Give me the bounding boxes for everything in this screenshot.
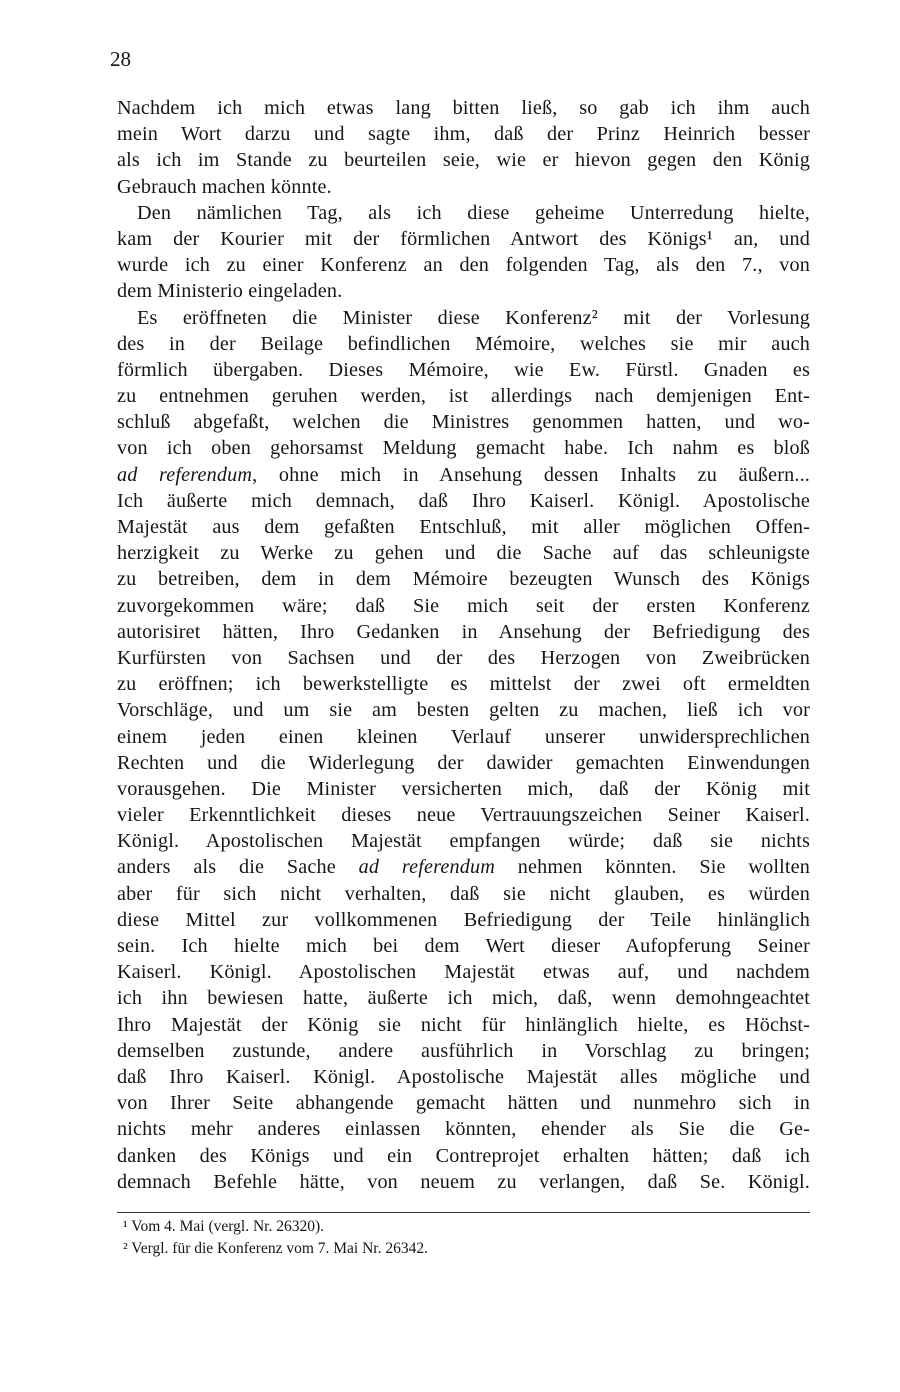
footnote-1: ¹ Vom 4. Mai (vergl. Nr. 26320). bbox=[123, 1218, 324, 1235]
text-line: mein Wort darzu und sagte ihm, daß der Prinz Heinrich besser bbox=[117, 123, 810, 146]
page-number: 28 bbox=[110, 47, 131, 71]
text-line: des in der Beilage befindlichen Mémoire, welches sie mir auch bbox=[117, 332, 810, 355]
text-line: von Ihrer Seite abhangende gemacht hätten und nunmehro sich in bbox=[117, 1092, 810, 1115]
text-line: anders als die Sache ad referendum nehmen könnten. Sie wollten bbox=[117, 856, 810, 879]
body-text bbox=[117, 95, 810, 1195]
text-line: Ihro Majestät der König sie nicht für hinlänglich hielte, es Höchst- bbox=[117, 1013, 810, 1036]
text-line: einem jeden einen kleinen Verlauf unserer unwidersprechlichen bbox=[117, 725, 810, 748]
text-line: herzigkeit zu Werke zu gehen und die Sache auf das schleunigste bbox=[117, 542, 810, 565]
text-line: Ich äußerte mich demnach, daß Ihro Kaiserl. Königl. Apostolische bbox=[117, 489, 810, 512]
text-line: förmlich übergaben. Dieses Mémoire, wie Ew. Fürstl. Gnaden es bbox=[117, 358, 810, 381]
text-line: als ich im Stande zu beurteilen seie, wie er hievon gegen den König bbox=[117, 149, 810, 172]
text-line: diese Mittel zur vollkommenen Befriedigung der Teile hinlänglich bbox=[117, 908, 810, 931]
text-line: daß Ihro Kaiserl. Königl. Apostolische Majestät alles mögliche und bbox=[117, 1065, 810, 1088]
text-line: vorausgehen. Die Minister versicherten mich, daß der König mit bbox=[117, 777, 810, 800]
text-line: Königl. Apostolischen Majestät empfangen würde; daß sie nichts bbox=[117, 830, 810, 853]
footnote-2: ² Vergl. für die Konferenz vom 7. Mai Nr. 26342. bbox=[123, 1240, 428, 1257]
text-line: wurde ich zu einer Konferenz an den folgenden Tag, als den 7., von bbox=[117, 254, 810, 277]
text-line: danken des Königs und ein Contreprojet erhalten hätten; daß ich bbox=[117, 1144, 810, 1167]
footnote-divider bbox=[117, 1212, 810, 1213]
text-line: Vorschläge, und um sie am besten gelten zu machen, ließ ich vor bbox=[117, 699, 810, 722]
text-line: nichts mehr anderes einlassen könnten, ehender als Sie die Ge- bbox=[117, 1118, 810, 1141]
text-line: ad referendum, ohne mich in Ansehung dessen Inhalts zu äußern... bbox=[117, 463, 810, 486]
text-line: zuvorgekommen wäre; daß Sie mich seit der ersten Konferenz bbox=[117, 594, 810, 617]
text-line: Majestät aus dem gefaßten Entschluß, mit aller möglichen Offen- bbox=[117, 516, 810, 538]
text-line: Den nämlichen Tag, als ich diese geheime Unterredung hielte, bbox=[137, 201, 810, 224]
text-line: dem Ministerio eingeladen. bbox=[117, 280, 343, 303]
text-line: Kaiserl. Königl. Apostolischen Majestät etwas auf, und nachdem bbox=[117, 961, 810, 984]
text-line: Kurfürsten von Sachsen und der des Herzogen von Zweibrücken bbox=[117, 646, 810, 669]
text-line: kam der Kourier mit der förmlichen Antwort des Königs¹ an, und bbox=[117, 227, 810, 250]
text-line: von ich oben gehorsamst Meldung gemacht habe. Ich nahm es bloß bbox=[117, 437, 810, 460]
text-line: aber für sich nicht verhalten, daß sie nicht glauben, es würden bbox=[117, 882, 810, 905]
text-line: sein. Ich hielte mich bei dem Wert dieser Aufopferung Seiner bbox=[117, 935, 810, 957]
text-line: demnach Befehle hätte, von neuem zu verlangen, daß Se. Königl. bbox=[117, 1170, 810, 1193]
text-line: Rechten und die Widerlegung der dawider gemachten Einwendungen bbox=[117, 751, 810, 774]
text-line: zu eröffnen; ich bewerkstelligte es mittelst der zwei oft ermeldten bbox=[117, 673, 810, 696]
text-line: ich ihn bewiesen hatte, äußerte ich mich, daß, wenn demohngeachtet bbox=[117, 987, 810, 1010]
text-line: autorisiret hätten, Ihro Gedanken in Ansehung der Befriedigung des bbox=[117, 620, 810, 643]
text-line: zu betreiben, dem in dem Mémoire bezeugten Wunsch des Königs bbox=[117, 568, 810, 591]
text-line: schluß abgefaßt, welchen die Ministres genommen hatten, und wo- bbox=[117, 411, 810, 434]
text-line: Nachdem ich mich etwas lang bitten ließ, so gab ich ihm auch bbox=[117, 97, 810, 119]
text-line: vieler Erkenntlichkeit dieses neue Vertrauungszeichen Seiner Kaiserl. bbox=[117, 804, 810, 827]
text-line: Es eröffneten die Minister diese Konferenz² mit der Vorlesung bbox=[137, 306, 810, 329]
footnotes bbox=[123, 1216, 803, 1260]
text-line: demselben zustunde, andere ausführlich in Vorschlag zu bringen; bbox=[117, 1039, 810, 1062]
text-line: Gebrauch machen könnte. bbox=[117, 175, 332, 198]
text-line: zu entnehmen geruhen werden, ist allerdings nach demjenigen Ent- bbox=[117, 385, 810, 408]
